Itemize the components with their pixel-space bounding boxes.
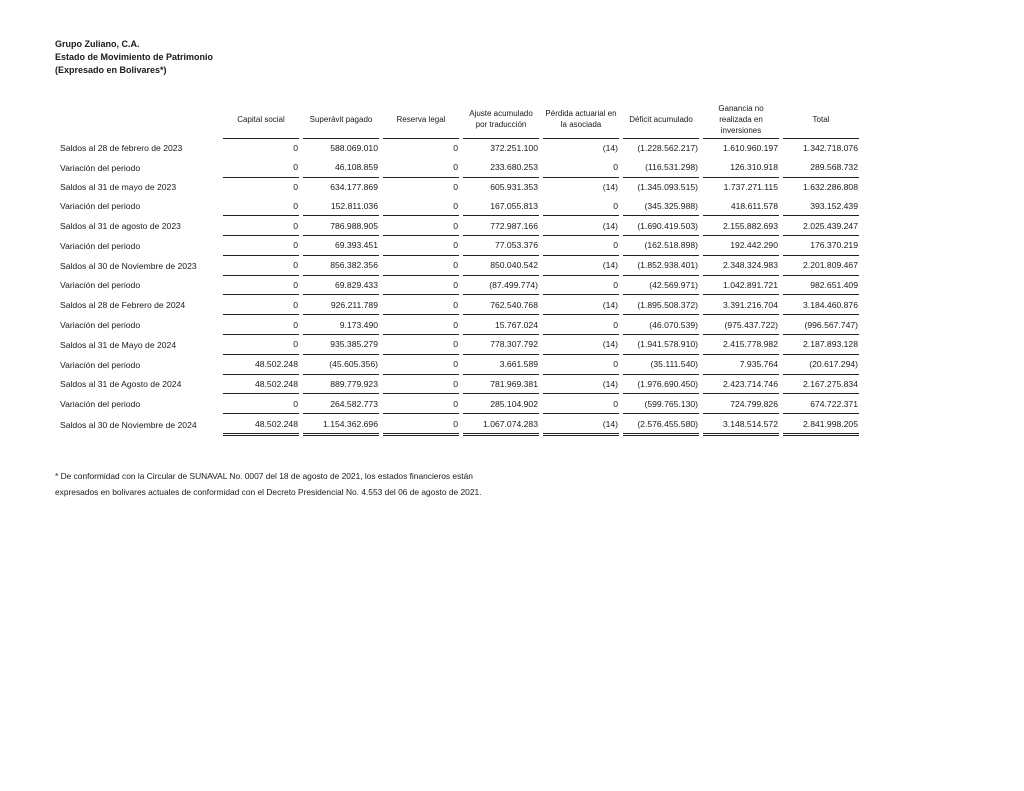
cell-value: 0	[453, 181, 458, 192]
cell-value: 0	[383, 295, 459, 315]
cell-value: 0	[383, 276, 459, 296]
cell-value: 3.661.589	[463, 355, 539, 375]
cell-value: 0	[223, 394, 299, 414]
company-name: Grupo Zuliano, C.A.	[55, 39, 140, 49]
column-header: Capital social	[223, 100, 299, 139]
cell-value: 0	[383, 375, 459, 395]
cell-value: 0	[383, 315, 459, 335]
cell-value: 0	[543, 158, 619, 178]
cell-value: 176.370.219	[783, 236, 859, 256]
cell-value: 192.442.290	[703, 236, 779, 256]
cell-value: 15.767.024	[463, 315, 539, 335]
row-label: Saldos al 31 de mayo de 2023	[60, 181, 177, 192]
footnote	[55, 468, 481, 500]
cell-value: (1.690.419.503)	[623, 216, 699, 236]
cell-value: 2.025.439.247	[783, 216, 859, 236]
row-label: Variación del periodo	[60, 280, 141, 291]
table-row	[57, 216, 859, 236]
cell-value: (14)	[543, 295, 619, 315]
cell-value: 0	[223, 196, 299, 216]
cell-value: 2.187.893.128	[783, 335, 859, 355]
cell-value: (42.569.971)	[623, 276, 699, 296]
cell-value: 778.307.792	[463, 335, 539, 355]
cell-value: (2.576.455.580)	[623, 414, 699, 436]
cell-value: 0	[223, 236, 299, 256]
cell-value: 0	[383, 335, 459, 355]
cell-value: (1.941.578.910)	[623, 335, 699, 355]
cell-value: 3.391.216.704	[703, 295, 779, 315]
row-label: Variación del periodo	[60, 399, 141, 410]
footnote-line: * De conformidad con la Circular de SUNAVAL No. 0007 del 18 de agosto de 2021, los estados financieros están	[55, 471, 473, 481]
cell-value: 167.055.813	[463, 196, 539, 216]
cell-value: 7.935.764	[703, 355, 779, 375]
cell-value: 3.184.460.876	[783, 295, 859, 315]
cell-value: 786.988.905	[303, 216, 379, 236]
cell-value: (46.070.539)	[623, 315, 699, 335]
table-row	[57, 276, 859, 296]
table-row	[57, 178, 859, 197]
cell-value: 69.829.433	[303, 276, 379, 296]
cell-value: 0	[223, 276, 299, 296]
cell-value: 982.651.409	[783, 276, 859, 296]
row-label: Saldos al 31 de Agosto de 2024	[60, 379, 182, 390]
cell-value: 69.393.451	[303, 236, 379, 256]
row-label: Saldos al 31 de agosto de 2023	[60, 221, 181, 232]
cell-value: 418.611.578	[703, 196, 779, 216]
cell-value: 724.799.826	[703, 394, 779, 414]
cell-value: (20.617.294)	[783, 355, 859, 375]
cell-value: 77.053.376	[463, 236, 539, 256]
column-header: Superávit pagado	[303, 100, 379, 139]
cell-value: (45.605.356)	[303, 355, 379, 375]
cell-value: 233.680.253	[463, 158, 539, 178]
cell-value: (14)	[602, 181, 618, 192]
cell-value: 1.610.960.197	[723, 143, 778, 154]
cell-value: 0	[543, 315, 619, 335]
cell-value: 2.841.998.205	[783, 414, 859, 436]
cell-value: 0	[543, 236, 619, 256]
cell-value: 264.582.773	[303, 394, 379, 414]
cell-value: 48.502.248	[223, 375, 299, 395]
column-header: Ganancia no realizada en inversiones	[703, 100, 779, 139]
cell-value: 1.042.891.721	[703, 276, 779, 296]
cell-value: 1.154.362.696	[303, 414, 379, 436]
table-row	[57, 355, 859, 375]
row-label: Saldos al 30 de Noviembre de 2024	[60, 420, 197, 431]
row-label: Saldos al 31 de Mayo de 2024	[60, 339, 177, 350]
column-header: Déficit acumulado	[623, 100, 699, 139]
cell-value: (14)	[543, 216, 619, 236]
table-row	[57, 236, 859, 256]
cell-value: 372.251.100	[490, 143, 538, 154]
row-label: Saldos al 30 de Noviembre de 2023	[60, 260, 197, 271]
cell-value: 393.152.439	[783, 196, 859, 216]
cell-value: 126.310.918	[703, 158, 779, 178]
cell-value: 2.348.324.983	[703, 256, 779, 276]
cell-value: 772.987.166	[463, 216, 539, 236]
cell-value: 0	[383, 216, 459, 236]
column-header: Ajuste acumulado por traducción	[463, 100, 539, 139]
column-header: Total	[783, 100, 859, 139]
cell-value: (975.437.722)	[703, 315, 779, 335]
cell-value: 0	[543, 355, 619, 375]
cell-value: (996.567.747)	[783, 315, 859, 335]
cell-value: (1.345.093.515)	[637, 181, 698, 192]
table-row	[57, 158, 859, 178]
cell-value: 2.423.714.746	[703, 375, 779, 395]
cell-value: 588.069.010	[330, 143, 378, 154]
cell-value: 0	[383, 355, 459, 375]
cell-value: 0	[383, 196, 459, 216]
cell-value: 1.737.271.115	[723, 181, 778, 192]
table-header-row	[57, 100, 859, 139]
cell-value: 0	[543, 196, 619, 216]
cell-value: (87.499.774)	[463, 276, 539, 296]
cell-value: 0	[223, 216, 299, 236]
table-row	[57, 139, 859, 158]
cell-value: 0	[223, 335, 299, 355]
cell-value: 2.155.882.693	[703, 216, 779, 236]
cell-value: 856.382.356	[303, 256, 379, 276]
cell-value: 0	[293, 181, 298, 192]
cell-value: 48.502.248	[223, 355, 299, 375]
cell-value: 9.173.490	[303, 315, 379, 335]
table-row	[57, 414, 859, 436]
table-row	[57, 315, 859, 335]
cell-value: 152.811.036	[303, 196, 379, 216]
cell-value: 0	[383, 158, 459, 178]
cell-value: 0	[293, 143, 298, 154]
table-row	[57, 295, 859, 315]
cell-value: (35.111.540)	[623, 355, 699, 375]
cell-value: (1.228.562.217)	[637, 143, 698, 154]
cell-value: 0	[223, 256, 299, 276]
cell-value: 762.540.768	[463, 295, 539, 315]
cell-value: 674.722.371	[783, 394, 859, 414]
row-label: Variación del periodo	[60, 201, 141, 212]
label-column-header	[57, 100, 219, 139]
cell-value: 0	[223, 295, 299, 315]
cell-value: 0	[383, 236, 459, 256]
cell-value: (14)	[602, 143, 618, 154]
cell-value: 0	[383, 256, 459, 276]
cell-value: 0	[543, 394, 619, 414]
row-label: Variación del periodo	[60, 240, 141, 251]
cell-value: (14)	[543, 414, 619, 436]
cell-value: 2.415.778.982	[703, 335, 779, 355]
cell-value: (599.765.130)	[623, 394, 699, 414]
cell-value: 1.067.074.283	[463, 414, 539, 436]
row-label: Saldos al 28 de febrero de 2023	[60, 143, 183, 154]
cell-value: (1.852.938.401)	[623, 256, 699, 276]
table-row	[57, 394, 859, 414]
cell-value: 48.502.248	[223, 414, 299, 436]
cell-value: (1.895.508.372)	[623, 295, 699, 315]
cell-value: (345.325.988)	[623, 196, 699, 216]
cell-value: 2.201.809.467	[783, 256, 859, 276]
cell-value: 634.177.869	[330, 181, 378, 192]
table-row	[57, 196, 859, 216]
row-label: Variación del periodo	[60, 320, 141, 331]
table-row	[57, 375, 859, 395]
cell-value: (14)	[543, 256, 619, 276]
cell-value: 0	[543, 276, 619, 296]
column-header: Pérdida actuarial en la asociada	[543, 100, 619, 139]
cell-value: 0	[223, 158, 299, 178]
cell-value: 0	[383, 414, 459, 436]
cell-value: 0	[453, 143, 458, 154]
cell-value: 285.104.902	[463, 394, 539, 414]
cell-value: 889.779.923	[303, 375, 379, 395]
row-label: Variación del periodo	[60, 359, 141, 370]
document-heading	[55, 38, 213, 77]
cell-value: 935.385.279	[303, 335, 379, 355]
cell-value: 850.040.542	[463, 256, 539, 276]
cell-value: 2.167.275.834	[783, 375, 859, 395]
cell-value: 926.211.789	[303, 295, 379, 315]
cell-value: 3.148.514.572	[703, 414, 779, 436]
cell-value: (116.531.298)	[623, 158, 699, 178]
cell-value: (1.976.690.450)	[623, 375, 699, 395]
equity-statement-table	[53, 100, 863, 436]
footnote-line: expresados en bolivares actuales de conformidad con el Decreto Presidencial No. 4.553 del 06 de agosto de 2021.	[55, 487, 482, 497]
cell-value: 1.632.286.808	[803, 181, 858, 192]
cell-value: (14)	[543, 375, 619, 395]
cell-value: 0	[383, 394, 459, 414]
table-row	[57, 256, 859, 276]
cell-value: 46.108.859	[303, 158, 379, 178]
cell-value: (14)	[543, 335, 619, 355]
table-row	[57, 335, 859, 355]
row-label: Variación del periodo	[60, 162, 141, 173]
column-header: Reserva legal	[383, 100, 459, 139]
statement-subtitle: (Expresado en Bolivares*)	[55, 65, 167, 75]
cell-value: 0	[223, 315, 299, 335]
cell-value: 1.342.718.076	[803, 143, 858, 154]
cell-value: (162.518.898)	[623, 236, 699, 256]
cell-value: 605.931.353	[490, 181, 538, 192]
statement-title: Estado de Movimiento de Patrimonio	[55, 52, 214, 62]
row-label: Saldos al 28 de Febrero de 2024	[60, 300, 186, 311]
cell-value: 289.568.732	[783, 158, 859, 178]
cell-value: 781.969.381	[463, 375, 539, 395]
